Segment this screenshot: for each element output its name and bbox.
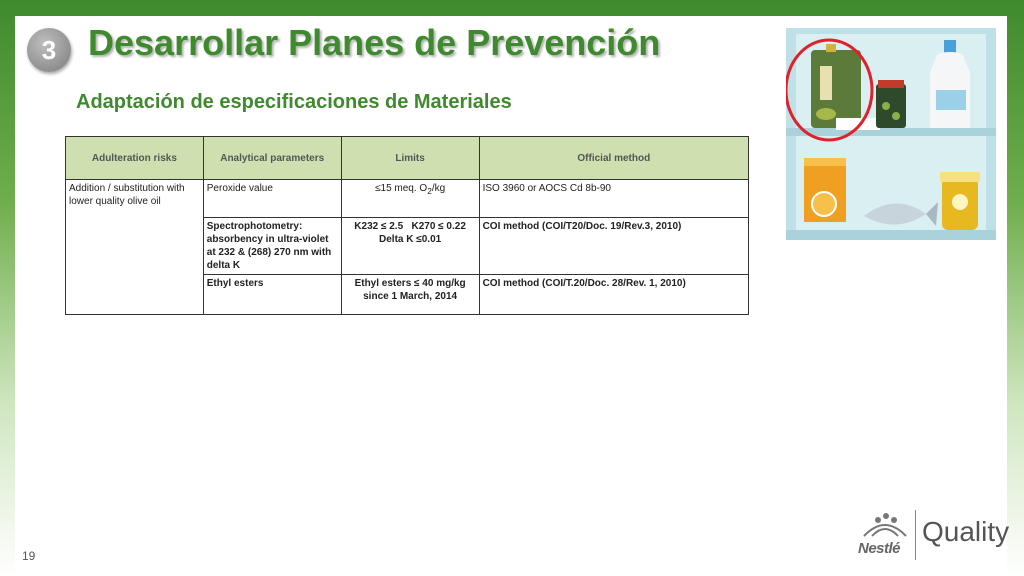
olive-oil-can-icon	[811, 44, 861, 128]
table-row	[66, 180, 749, 218]
header-limits: Limits	[341, 137, 479, 180]
method-cell: ISO 3960 or AOCS Cd 8b-90	[479, 180, 748, 218]
parameter-cell: Peroxide value	[203, 180, 341, 218]
limit-line: K232 ≤ 2.5 K270 ≤ 0.22	[354, 221, 466, 232]
honey-jar-icon	[940, 172, 980, 230]
risk-cell: Addition / substitution with lower quality olive oil	[66, 180, 204, 315]
logo-divider	[915, 510, 916, 560]
header-analytical-parameters: Analytical parameters	[203, 137, 341, 180]
fridge-shelf	[786, 128, 996, 136]
header-official-method: Official method	[479, 137, 748, 180]
slide-title: Desarrollar Planes de Prevención	[88, 22, 661, 63]
table-header-row	[66, 137, 749, 180]
step-number-badge: 3	[27, 28, 71, 72]
method-cell: COI method (COI/T20/Doc. 19/Rev.3, 2010)	[479, 218, 748, 275]
limit-line: Delta K ≤0.01	[379, 234, 442, 245]
juice-carton-icon	[804, 158, 846, 222]
fridge-bottom-shelf	[786, 230, 996, 240]
slide-subtitle: Adaptación de especificaciones de Materiales	[76, 91, 512, 113]
limit-cell	[341, 275, 479, 315]
parameter-cell: Spectrophotometry: absorbency in ultra-violet at 232 & (268) 270 nm with delta K	[203, 218, 341, 275]
refrigerator-icon	[786, 28, 996, 240]
limit-subscript: 2	[427, 186, 432, 196]
limit-unit: /kg	[431, 183, 446, 194]
limit-text: ≤15 meq. O	[375, 183, 428, 194]
limit-line: Ethyl esters ≤ 40 mg/kg	[354, 278, 466, 289]
specification-table	[65, 136, 749, 315]
quality-label: Quality	[922, 516, 1010, 547]
nestle-wordmark: Nestlé	[858, 540, 901, 557]
olive-jar-icon	[876, 80, 906, 128]
page-number: 19	[22, 549, 36, 563]
limit-cell	[341, 180, 479, 218]
nestle-nest-logo-icon	[860, 508, 910, 540]
limit-cell	[341, 218, 479, 275]
limit-line: since 1 March, 2014	[363, 291, 458, 302]
parameter-cell: Ethyl esters	[203, 275, 341, 315]
method-cell: COI method (COI/T.20/Doc. 28/Rev. 1, 2010)	[479, 275, 748, 315]
header-adulteration-risks: Adulteration risks	[66, 137, 204, 180]
